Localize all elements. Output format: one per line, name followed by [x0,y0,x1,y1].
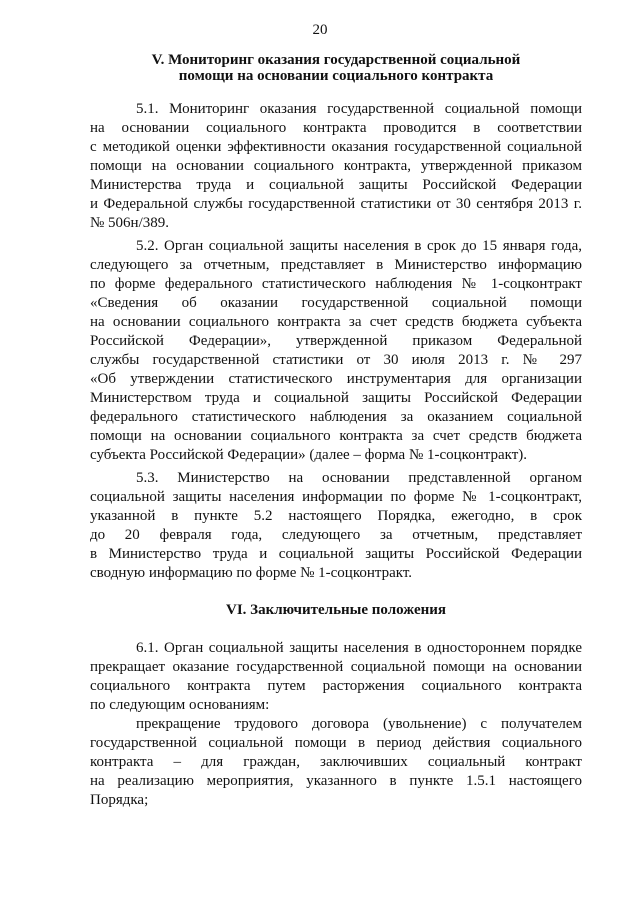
text-line: следующего за отчетным, представляет в Министерство информацию [90,257,582,273]
text-line: сводную информацию по форме № 1-соцконтракт. [90,565,413,581]
text-line: «Сведения об оказании государственной социальной помощи [90,295,582,311]
text-line: на основании социального контракта за счет средств бюджета субъекта [90,314,582,330]
text-line: прекращение трудового договора (увольнение) с получателем [136,716,582,732]
text-line: социального контракта путем расторжения социального контракта [90,678,582,694]
text-line: социальной защиты населения информации по форме № 1-соцконтракт, [90,489,582,505]
section-6-heading [90,602,582,618]
text-line: 5.1. Мониторинг оказания государственной социальной помощи [136,101,582,117]
page-number: 20 [312,22,328,38]
text-line: помощи на основании социального контракта, утвержденной приказом [90,158,582,174]
paragraph-6-1-item [90,715,582,810]
text-line: Порядка; [90,792,149,808]
text-line: прекращает оказание государственной социальной помощи на основании [90,659,582,675]
text-line: федерального статистического наблюдения за оказанием социальной [90,409,582,425]
text-line: по форме федерального статистического наблюдения № 1-соцконтракт [90,276,582,292]
text-line: контракта – для граждан, заключивших социальный контракт [90,754,582,770]
text-line: службы государственной статистики от 30 июля 2013 г. № 297 [90,352,582,368]
text-line: на реализацию мероприятия, указанного в пункте 1.5.1 настоящего [90,773,582,789]
text-line: государственной социальной помощи в период действия социального [90,735,582,751]
text-line: помощи на основании социального контракта за счет средств бюджета [90,428,582,444]
text-line: в Министерство труда и социальной защиты Российской Федерации [90,546,582,562]
section-6-heading-line: VI. Заключительные положения [226,602,446,618]
text-line: 6.1. Орган социальной защиты населения в одностороннем порядке [136,640,582,656]
text-line: и Федеральной службы государственной статистики от 30 сентября 2013 г. [90,196,582,212]
paragraph-6-1 [90,639,582,715]
text-line: указанной в пункте 5.2 настоящего Порядка, ежегодно, в срок [90,508,582,524]
text-line: с методикой оценки эффективности оказания государственной социальной [90,139,582,155]
paragraph-5-2 [90,237,582,465]
text-line: Министерства труда и социальной защиты Российской Федерации [90,177,582,193]
text-line: Министерством труда и социальной защиты Российской Федерации [90,390,582,406]
text-line: субъекта Российской Федерации» (далее – форма № 1-соцконтракт). [90,447,528,463]
text-line: «Об утверждении статистического инструментария для организации [90,371,582,387]
text-line: 5.3. Министерство на основании представленной органом [136,470,582,486]
text-line: Российской Федерации», утвержденной приказом Федеральной [90,333,582,349]
section-5-heading-line: V. Мониторинг оказания государственной социальной [151,52,521,68]
section-5-heading [90,52,582,84]
paragraph-5-3 [90,469,582,583]
text-line: по следующим основаниям: [90,697,270,713]
section-5-heading-line: помощи на основании социального контракта [178,68,494,84]
text-line: до 20 февраля года, следующего за отчетным, представляет [90,527,582,543]
text-line: № 506н/389. [90,215,170,231]
paragraph-5-1 [90,100,582,233]
text-line: 5.2. Орган социальной защиты населения в срок до 15 января года, [136,238,582,254]
text-line: на основании социального контракта проводится в соответствии [90,120,582,136]
